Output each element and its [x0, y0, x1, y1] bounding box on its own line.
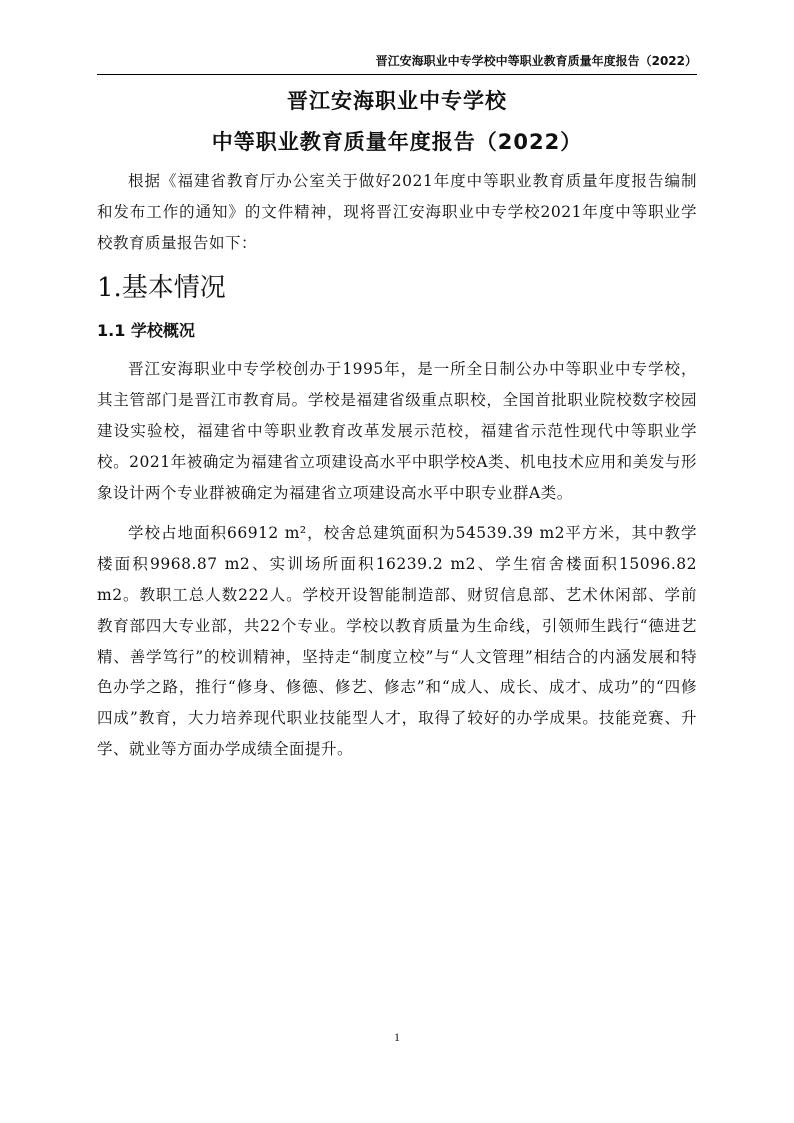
- document-title-line1: 晋江安海职业中专学校: [287, 89, 507, 113]
- running-header: [97, 52, 697, 75]
- page-number: 1: [394, 1030, 400, 1044]
- document-title-line2: 中等职业教育质量年度报告（2022）: [211, 130, 583, 154]
- overview-paragraph-1: 晋江安海职业中专学校创办于1995年，是一所全日制公办中等职业中专学校，其主管部门是晋江市教育局。学校是福建省级重点职校，全国首批职业院校数字校园建设实验校，福建省中等职业教育改革发展示范校，福建省示范性现代中等职业学校。2021年被确定为福建省立项建设高水平中职学校A类、机电技术应用和美发与形象设计两个专业群被确定为福建省立项建设高水平中职专业群A类。: [97, 360, 697, 502]
- paragraph-spacer: [97, 508, 697, 518]
- document-body: [97, 84, 697, 765]
- overview-paragraph-2: 学校占地面积66912 m²，校舍总建筑面积为54539.39 m2平方米，其中教学楼面积9968.87 m2、实训场所面积16239.2 m2、学生宿舍楼面积15096.82 m2。教职工总人数222人。学校开设智能制造部、财贸信息部、艺术休闲部、学前教育部四大专业部，共22个专业。学校以教育质量为生命线，引领师生践行“德进艺精、善学笃行”的校训精神，坚持走“制度立校”与“人文管理”相结合的内涵发展和特色办学之路，推行“修身、修德、修艺、修志”和“成人、成长、成才、成功”的“四修四成”教育，大力培养现代职业技能型人才，取得了较好的办学成果。技能竞赛、升学、就业等方面办学成绩全面提升。: [97, 524, 697, 758]
- running-header-title: 晋江安海职业中专学校中等职业教育质量年度报告（2022）: [375, 54, 697, 68]
- section-heading-basic-info: 1.基本情况: [97, 273, 226, 304]
- subsection-heading-school-overview: 1.1 学校概况: [97, 321, 195, 341]
- intro-paragraph: 根据《福建省教育厅办公室关于做好2021年度中等职业教育质量年度报告编制和发布工作的通知》的文件精神，现将晋江安海职业中专学校2021年度中等职业学校教育质量报告如下：: [97, 172, 697, 252]
